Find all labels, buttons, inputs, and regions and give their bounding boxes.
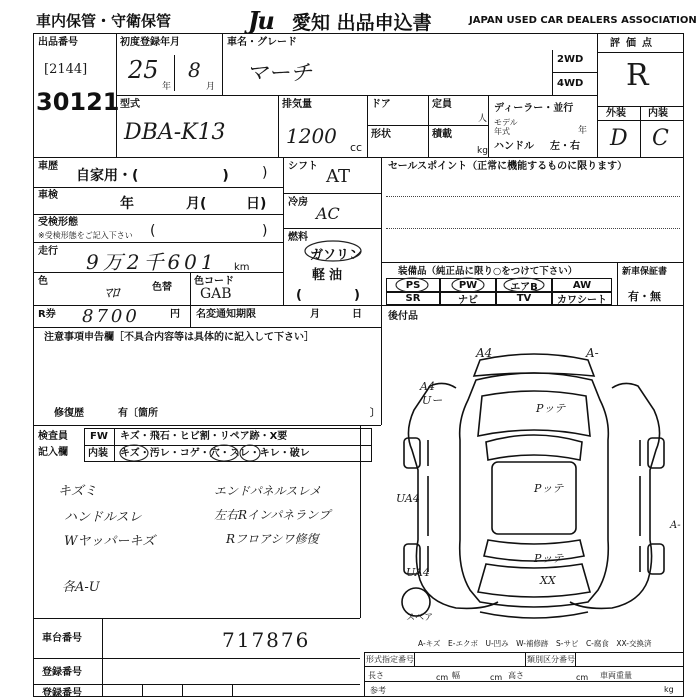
equip-circle-marks [386, 276, 556, 296]
inspector-note-2: ハンドルスレ [64, 510, 142, 525]
interior-circle-marks [112, 443, 272, 463]
aircon-value: AC [316, 204, 340, 223]
history-label: 車歴 [38, 161, 58, 172]
registration-month: 8 [188, 58, 201, 82]
diagram-mark-hood: Pッテ [536, 402, 566, 415]
equip-sr: SR [386, 292, 440, 305]
lot-sub-number: [2144] [44, 62, 88, 77]
name-change-day: 日 [352, 309, 362, 320]
inspector-note-7: Rフロアシワ修復 [226, 532, 319, 546]
inspection-day-unit: 日) [246, 196, 267, 212]
shift-value: AT [326, 166, 351, 187]
equip-airbag: エアB [496, 278, 552, 292]
test-type-close-paren: ) [262, 223, 268, 239]
registration-month-unit: 月 [206, 82, 216, 92]
fuel-gasoline: ガソリン [310, 248, 363, 263]
inspector-note-6: 左右Rインパネランプ [214, 508, 331, 522]
plate-label: 登録番号 [42, 667, 82, 678]
fuel-other: ( ) [296, 288, 360, 303]
ju-logo: Ju [248, 6, 273, 35]
equip-tv: TV [496, 292, 552, 305]
equipment-label: 装備品（純正品に限り○をつけて下さい） [398, 266, 578, 277]
inspector-note-1: キズミ [58, 484, 97, 499]
lot-label: 出品番号 [38, 37, 78, 48]
equip-aw: AW [552, 278, 612, 292]
warranty-options: 有・無 [628, 290, 661, 303]
shape-label: 形状 [371, 129, 391, 140]
mileage-label: 走行 [38, 246, 58, 257]
load-unit: kg [477, 146, 488, 156]
equip-pw: PW [440, 278, 496, 292]
recycle-label: R券 [38, 309, 56, 320]
load-label: 積載 [432, 129, 452, 140]
height-unit: cm [576, 673, 589, 682]
interior-damage-label: 内装 [88, 448, 108, 459]
width-unit: cm [490, 673, 503, 682]
rating-score: R [626, 58, 649, 93]
equip-leather-seat: カワシート [552, 292, 612, 305]
diagram-mark-right-side: A- [670, 520, 681, 531]
displacement-label: 排気量 [282, 99, 312, 110]
diagram-mark-side-door: UA4 [396, 492, 420, 505]
class-number-label: 類別区分番号 [527, 655, 575, 664]
shift-label: シフト [288, 161, 318, 172]
inspection-label: 車検 [38, 190, 58, 201]
repair-close: 〕 [370, 408, 380, 419]
reference-label: 参考 [370, 686, 386, 695]
name-change-month: 月 [310, 309, 320, 320]
doors-label: ドア [371, 99, 391, 110]
form-title: 愛知 出品申込書 [292, 12, 432, 34]
fuel-diesel: 軽油 [312, 268, 347, 283]
sales-point-label: セールスポイント（正常に機能するものに限ります） [388, 161, 628, 172]
interior-damage-items: キズ・汚レ・コゲ・穴・スレ・キレ・破レ [120, 448, 310, 459]
diagram-mark-side-front: A4 [420, 380, 435, 393]
drive-2wd: 2WD [557, 54, 584, 65]
later-install-label: 後付品 [388, 311, 418, 322]
history-close-paren: ) [262, 165, 268, 181]
length-label: 長さ [368, 671, 384, 680]
chassis-value: 717876 [222, 628, 311, 652]
color-code-label: 色コード [194, 276, 234, 287]
rating-label: 評価点 [610, 38, 658, 49]
inspection-year-unit: 年 [120, 196, 134, 212]
capacity-label: 定員 [432, 99, 452, 110]
mileage-value: 9万2千601 [86, 250, 218, 274]
notes-label: 注意事項申告欄［不具合内容等は具体的に記入して下さい］ [44, 332, 314, 343]
model-year-label: モデル年式 [494, 118, 518, 136]
fw-items: キズ・飛石・ヒビ割・リペア跡・X要 [120, 431, 288, 442]
inspector-note-3: Wヤッパーキズ [64, 534, 156, 549]
interior-label: 内装 [648, 108, 668, 119]
model-code-value: DBA-K13 [124, 120, 226, 145]
fuel-circle-mark [300, 236, 370, 262]
weight-label: 車両重量 [600, 671, 632, 680]
repair-label: 修復歴 [54, 408, 84, 419]
model-name-value: マーチ [246, 61, 313, 86]
model-year-unit: 年 [578, 126, 588, 136]
inspector-note-4: 各A-U [62, 580, 100, 595]
aircon-label: 冷房 [288, 197, 308, 208]
equip-navi: ナビ [440, 292, 496, 305]
type-number-label: 形式指定番号 [366, 655, 414, 664]
fuel-label: 燃料 [288, 232, 308, 243]
color-code-value: GAB [200, 286, 232, 302]
capacity-unit: 人 [478, 114, 488, 124]
drive-4wd: 4WD [557, 78, 584, 89]
fw-label: FW [90, 431, 108, 442]
plate-no-label: 登録番号 [42, 688, 82, 699]
length-unit: cm [436, 673, 449, 682]
diagram-mark-rear-side: UA4 [406, 566, 430, 579]
registration-year: 25 [128, 56, 159, 84]
model-name-label: 車名・グレード [227, 37, 297, 48]
equip-ps: PS [386, 278, 440, 292]
chassis-label: 車台番号 [42, 633, 82, 644]
color-label: 色 [38, 276, 48, 287]
entry-label: 記入欄 [38, 447, 68, 458]
name-change-label: 名変通知期限 [196, 309, 256, 320]
interior-score: C [652, 126, 669, 151]
handle-options: 左・右 [550, 141, 580, 152]
weight-unit: kg [664, 685, 674, 694]
diagram-mark-roof: Pッテ [534, 482, 564, 495]
diagram-mark-trunk: Pッテ [534, 552, 564, 565]
test-type-open-paren: ( [150, 223, 156, 239]
diagram-mark-rear-xx: XX [540, 574, 556, 587]
model-code-label: 型式 [120, 99, 140, 110]
history-value: 自家用・( ) [76, 168, 229, 184]
exterior-label: 外装 [606, 108, 626, 119]
test-type-label: 受検形態 [38, 217, 78, 228]
color-change-label: 色替 [152, 282, 172, 293]
diagram-mark-front-right: A- [586, 346, 599, 360]
english-title: JAPAN USED CAR DEALERS ASSOCIATION [469, 15, 697, 26]
inspector-label: 検査員 [38, 431, 68, 442]
displacement-value: 1200 [286, 124, 337, 148]
diagram-mark-front-left: A4 [476, 346, 493, 360]
warranty-label: 新車保証書 [622, 267, 668, 277]
storage-label: 車内保管・守衛保管 [36, 12, 172, 30]
test-type-note: ※受検形態をご記入下さい [38, 231, 133, 240]
handle-label: ハンドル [494, 141, 534, 152]
color-value: ﾏﾛ [104, 284, 120, 302]
mileage-unit: km [234, 262, 250, 273]
diagram-spare-label: スペア [406, 613, 434, 623]
registration-label: 初度登録年月 [120, 37, 180, 48]
registration-year-unit: 年 [162, 82, 172, 92]
displacement-unit: cc [350, 141, 363, 154]
repair-value: 有〔箇所 [118, 408, 158, 419]
damage-legend: A-キズ E-エクボ U-凹み W-補修跡 S-サビ C-腐食 XX-交換済 [418, 639, 652, 648]
width-label: 幅 [452, 671, 460, 680]
inspector-note-5: エンドパネルスレメ [214, 484, 322, 498]
exterior-score: D [610, 126, 628, 151]
height-label: 高さ [508, 671, 524, 680]
recycle-unit: 円 [170, 309, 180, 320]
diagram-mark-side-front-u: Uー [422, 394, 443, 407]
dealer-label: ディーラー・並行 [494, 103, 574, 114]
lot-number: 30121 [36, 88, 120, 116]
recycle-value: 8700 [82, 306, 140, 327]
inspection-month-unit: 月( [186, 196, 207, 212]
